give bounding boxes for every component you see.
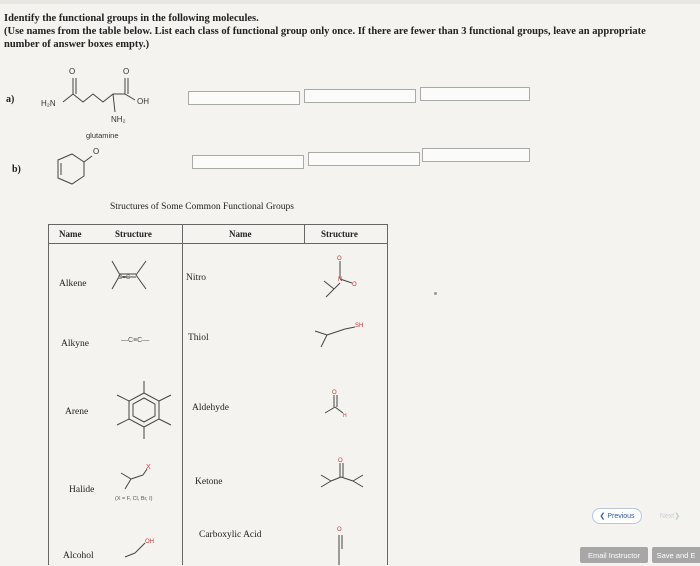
answer-box-b3[interactable] <box>422 148 530 162</box>
nitro-o2: O <box>352 282 357 288</box>
row-name-halide: Halide <box>69 485 95 495</box>
row-name-nitro: Nitro <box>186 273 207 283</box>
nitro-o1: O <box>337 256 342 262</box>
header-divider <box>304 225 305 243</box>
halide-atom: X <box>146 464 151 471</box>
previous-label: Previous <box>607 512 635 520</box>
answer-box-a2[interactable] <box>304 89 416 103</box>
instructions-line2: (Use names from the table below. List each class of functional group only once. If there are fewer than 3 functional groups, leave an appropriate <box>4 26 646 37</box>
halide-note: (X = F, Cl, Br, I) <box>115 496 153 502</box>
header-structure-right: Structure <box>321 229 358 239</box>
row-name-alcohol: Alcohol <box>63 551 94 561</box>
header-name-left: Name <box>59 229 82 239</box>
nitro-structure <box>304 249 374 305</box>
glutamine-structure <box>35 64 175 129</box>
alkyne-structure: —C≡C— <box>121 337 150 344</box>
carboxylic-o: O <box>337 527 342 533</box>
answer-box-a3[interactable] <box>420 87 530 101</box>
alkene-structure <box>104 255 154 295</box>
previous-button[interactable] <box>592 508 642 524</box>
alkene-label: C=C <box>118 275 131 281</box>
nitro-n: N <box>338 277 343 283</box>
molecule-name: glutamine <box>86 131 119 140</box>
row-name-arene: Arene <box>65 407 89 417</box>
atom-o1: O <box>69 67 76 76</box>
thiol-sh: SH <box>355 323 364 329</box>
functional-groups-table <box>48 224 388 565</box>
atom-nh2-left: H₂N <box>41 99 56 108</box>
answer-box-b2[interactable] <box>308 152 420 166</box>
atom-oh: OH <box>137 97 149 106</box>
arene-structure <box>109 375 179 445</box>
table-divider <box>182 225 183 565</box>
instructions-line1: Identify the functional groups in the following molecules. <box>4 13 259 24</box>
row-name-ketone: Ketone <box>195 477 223 487</box>
chevron-right-icon: ❯ <box>674 513 681 520</box>
row-name-aldehyde: Aldehyde <box>192 403 229 413</box>
aldehyde-structure <box>317 387 367 427</box>
instructions-line3: number of answer boxes empty.) <box>4 39 150 50</box>
next-label: Next <box>659 512 675 520</box>
header-name-right: Name <box>229 229 252 239</box>
next-button[interactable] <box>650 508 690 524</box>
dot <box>434 292 437 295</box>
row-name-alkene: Alkene <box>59 279 87 289</box>
row-name-carboxylic-acid: Carboxylic Acid <box>199 530 262 540</box>
row-name-thiol: Thiol <box>188 333 209 343</box>
header-structure-left: Structure <box>115 229 152 239</box>
atom-nh2-bottom: NH₂ <box>111 115 126 124</box>
atom-o-b: O <box>93 147 100 156</box>
chevron-left-icon: ❮ <box>599 513 606 520</box>
thiol-structure <box>309 317 379 357</box>
table-title: Structures of Some Common Functional Groups <box>110 202 294 212</box>
ketone-o: O <box>338 458 343 464</box>
save-and-exit-button[interactable]: Save and E <box>652 547 700 563</box>
carboxylic-acid-structure <box>329 515 369 566</box>
top-bar <box>0 0 700 4</box>
question-a-label: a) <box>6 94 15 105</box>
answer-box-b1[interactable] <box>192 155 304 169</box>
cyclohexenone-structure <box>44 140 114 195</box>
instructions <box>4 12 694 51</box>
row-name-alkyne: Alkyne <box>61 339 89 349</box>
answer-box-a1[interactable] <box>188 91 300 105</box>
question-b-label: b) <box>12 164 21 175</box>
atom-o2: O <box>123 67 130 76</box>
alcohol-structure <box>119 533 169 566</box>
ketone-structure <box>311 453 381 501</box>
aldehyde-o: O <box>332 390 337 396</box>
email-instructor-button[interactable]: Email Instructor <box>580 547 648 563</box>
aldehyde-h: H <box>343 413 347 419</box>
alcohol-label: OH <box>145 539 154 545</box>
